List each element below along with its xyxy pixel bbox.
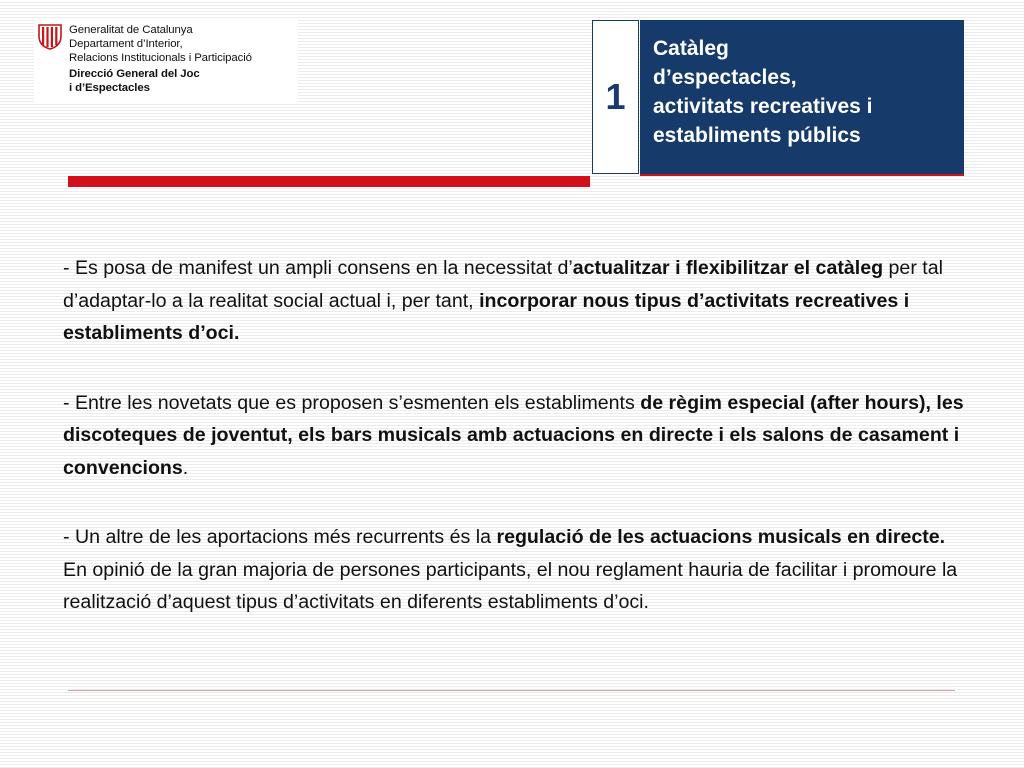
- title-underline: [640, 174, 964, 176]
- paragraph-emphasis: de règim especial (after hours), les discoteques de joventut, els bars musicals amb actuacions en directe i els salons de casament i convencions: [63, 391, 964, 479]
- paragraph-text: - Entre les novetats que es proposen s’esmenten els establiments: [63, 391, 641, 414]
- section-title-box: [640, 20, 964, 174]
- logo-line-generalitat: Generalitat de Catalunya: [69, 24, 193, 36]
- paragraph-new-establishments: [63, 387, 968, 485]
- paragraph-live-music: [63, 521, 968, 619]
- section-number: 1: [605, 76, 626, 117]
- slide-content: [63, 252, 968, 656]
- logo-line-relations: Relacions Institucionals i Participació: [69, 52, 252, 64]
- section-title: Catàleg d’espectacles, activitats recreatives i establiments públics: [653, 37, 873, 147]
- logo-line-shows: i d’Espectacles: [69, 82, 150, 94]
- paragraph-text: - Es posa de manifest un ampli consens en la necessitat d’: [63, 257, 573, 279]
- catalonia-shield-icon: [38, 24, 62, 50]
- paragraph-text: - Un altre de les aportacions més recurrents és la: [63, 526, 497, 548]
- bottom-divider: [68, 690, 955, 691]
- paragraph-text: .: [182, 456, 189, 479]
- paragraph-text: per tal d’adaptar-lo a la realitat social actual i, per tant,: [63, 257, 943, 312]
- logo-line-department: Departament d’Interior,: [69, 38, 183, 50]
- header-red-bar: [68, 176, 590, 187]
- paragraph-text: En opinió de la gran majoria de persones participants, el nou reglament hauria de facilitar i promoure la realització d’aquest tipus d’activitats en diferents establiments d’oci.: [63, 558, 958, 613]
- paragraph-emphasis: actualitzar i flexibilitzar el catàleg: [572, 257, 884, 279]
- generalitat-logo: [34, 20, 298, 102]
- logo-line-directorate: Direcció General del Joc: [69, 68, 200, 80]
- paragraph-emphasis: regulació de les actuacions musicals en directe.: [496, 526, 946, 548]
- paragraph-emphasis: incorporar nous tipus d’activitats recreatives i establiments d’oci.: [63, 289, 910, 344]
- section-number-box: [592, 20, 639, 174]
- paragraph-catalog-update: [63, 252, 968, 350]
